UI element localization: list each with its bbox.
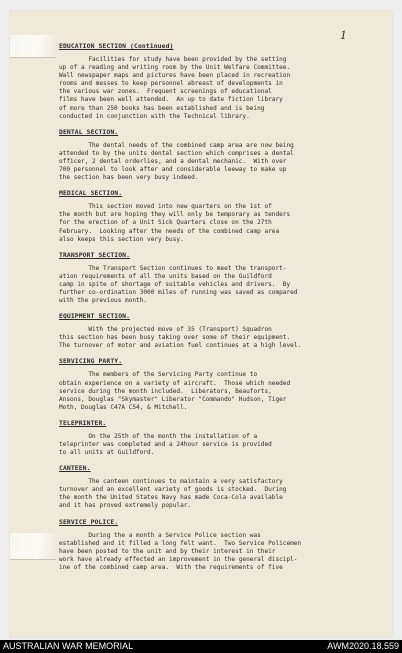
- section-heading: CANTEEN.: [59, 464, 91, 473]
- section-text: Facilities for study have been provided by the setting up of a reading and writing room by the Unit Welfare Committee. Wall newspaper maps and pictures have been placed in recreation rooms and messes to keep personnel abreast of developments in the various war zones. Frequent screenings of educational films have been well attended. An up to date fiction library of more than 250 books has been established and is being conducted in conjunction with the Technical library.: [59, 56, 291, 120]
- section-heading: EDUCATION SECTION (Continued): [59, 42, 174, 50]
- section-text: With the projected move of 35 (Transport) Squadron this section has been busy taking over some of their equipment. The turnover of motor and aviation fuel continues at a high level.: [59, 326, 302, 350]
- section-canteen: [59, 464, 377, 510]
- section-equipment: [59, 312, 377, 350]
- section-service-police: [59, 518, 377, 572]
- document-content: [59, 42, 377, 579]
- section-text: The dental needs of the combined camp area are now being attended to by the units dental section which comprises a dental officer, 2 dental orderlies, and a dental mechanic. With over 700 personnel to look after and considerable leeway to make up the section has been very busy indeed.: [59, 141, 294, 182]
- section-heading: TRANSPORT SECTION.: [59, 250, 131, 259]
- section-transport: [59, 251, 377, 305]
- section-servicing-party: [59, 357, 377, 411]
- section-heading: SERVICE POLICE.: [59, 517, 119, 526]
- section-medical: [59, 189, 377, 243]
- section-heading: SERVICING PARTY.: [59, 357, 123, 366]
- handwritten-mark: 1: [340, 29, 347, 42]
- section-text: The members of the Servicing Party continue to obtain experience on a variety of aircraft. Those which needed service during the month included. Liberators, Beauforts, Ansons, Douglas "Skymaster" Liberator "Commando" Hudson, Tiger Moth, Douglas C47A C54, & Mitchell.: [59, 371, 291, 411]
- torn-corner-top: [10, 35, 56, 58]
- section-heading: MEDICAL SECTION.: [59, 189, 123, 198]
- section-text: The canteen continues to maintain a very satisfactory turnover and an excellent variety of goods is stocked. During the month the United States Navy has made Coca-Cola available and it has proved extremely popular.: [59, 478, 287, 510]
- section-text: The Transport Section continues to meet the transport- ation requirements of all the units based on the Guildford camp in spite of shortage of suitable vehicles and drivers. By further co-ordination 3000 miles of running was saved as compared with the previous month.: [59, 264, 298, 305]
- section-text: On the 25th of the month the installation of a teleprinter was completed and a 24hour service is provided to all units at Guildford.: [59, 432, 272, 457]
- section-heading: TELEPRINTER.: [59, 418, 107, 427]
- section-text: During the a month a Service Police section was established and it filled a long felt want. Two Service Policemen have been posted to the unit and by their interest in their work have already effected an improvement in the general discipl- ine of the combined camp area. With the requirements of five: [59, 531, 302, 571]
- section-text: This section moved into new quarters on the 1st of the month but are hoping they will only be temporary as tenders for the erection of a Unit Sick Quarters close on the 27th February. Looking after the needs of the combined camp area also keeps this section very busy.: [59, 203, 291, 243]
- section-heading: DENTAL SECTION.: [59, 127, 119, 136]
- section-heading: EQUIPMENT SECTION.: [59, 312, 131, 321]
- section-dental: [59, 128, 377, 182]
- section-teleprinter: [59, 419, 377, 457]
- caption-bar: [0, 640, 402, 653]
- section-education: [59, 42, 377, 121]
- torn-corner-bottom: [10, 533, 56, 560]
- institution-name: AUSTRALIAN WAR MEMORIAL: [3, 641, 134, 651]
- accession-number: AWM2020.18.559: [327, 641, 399, 651]
